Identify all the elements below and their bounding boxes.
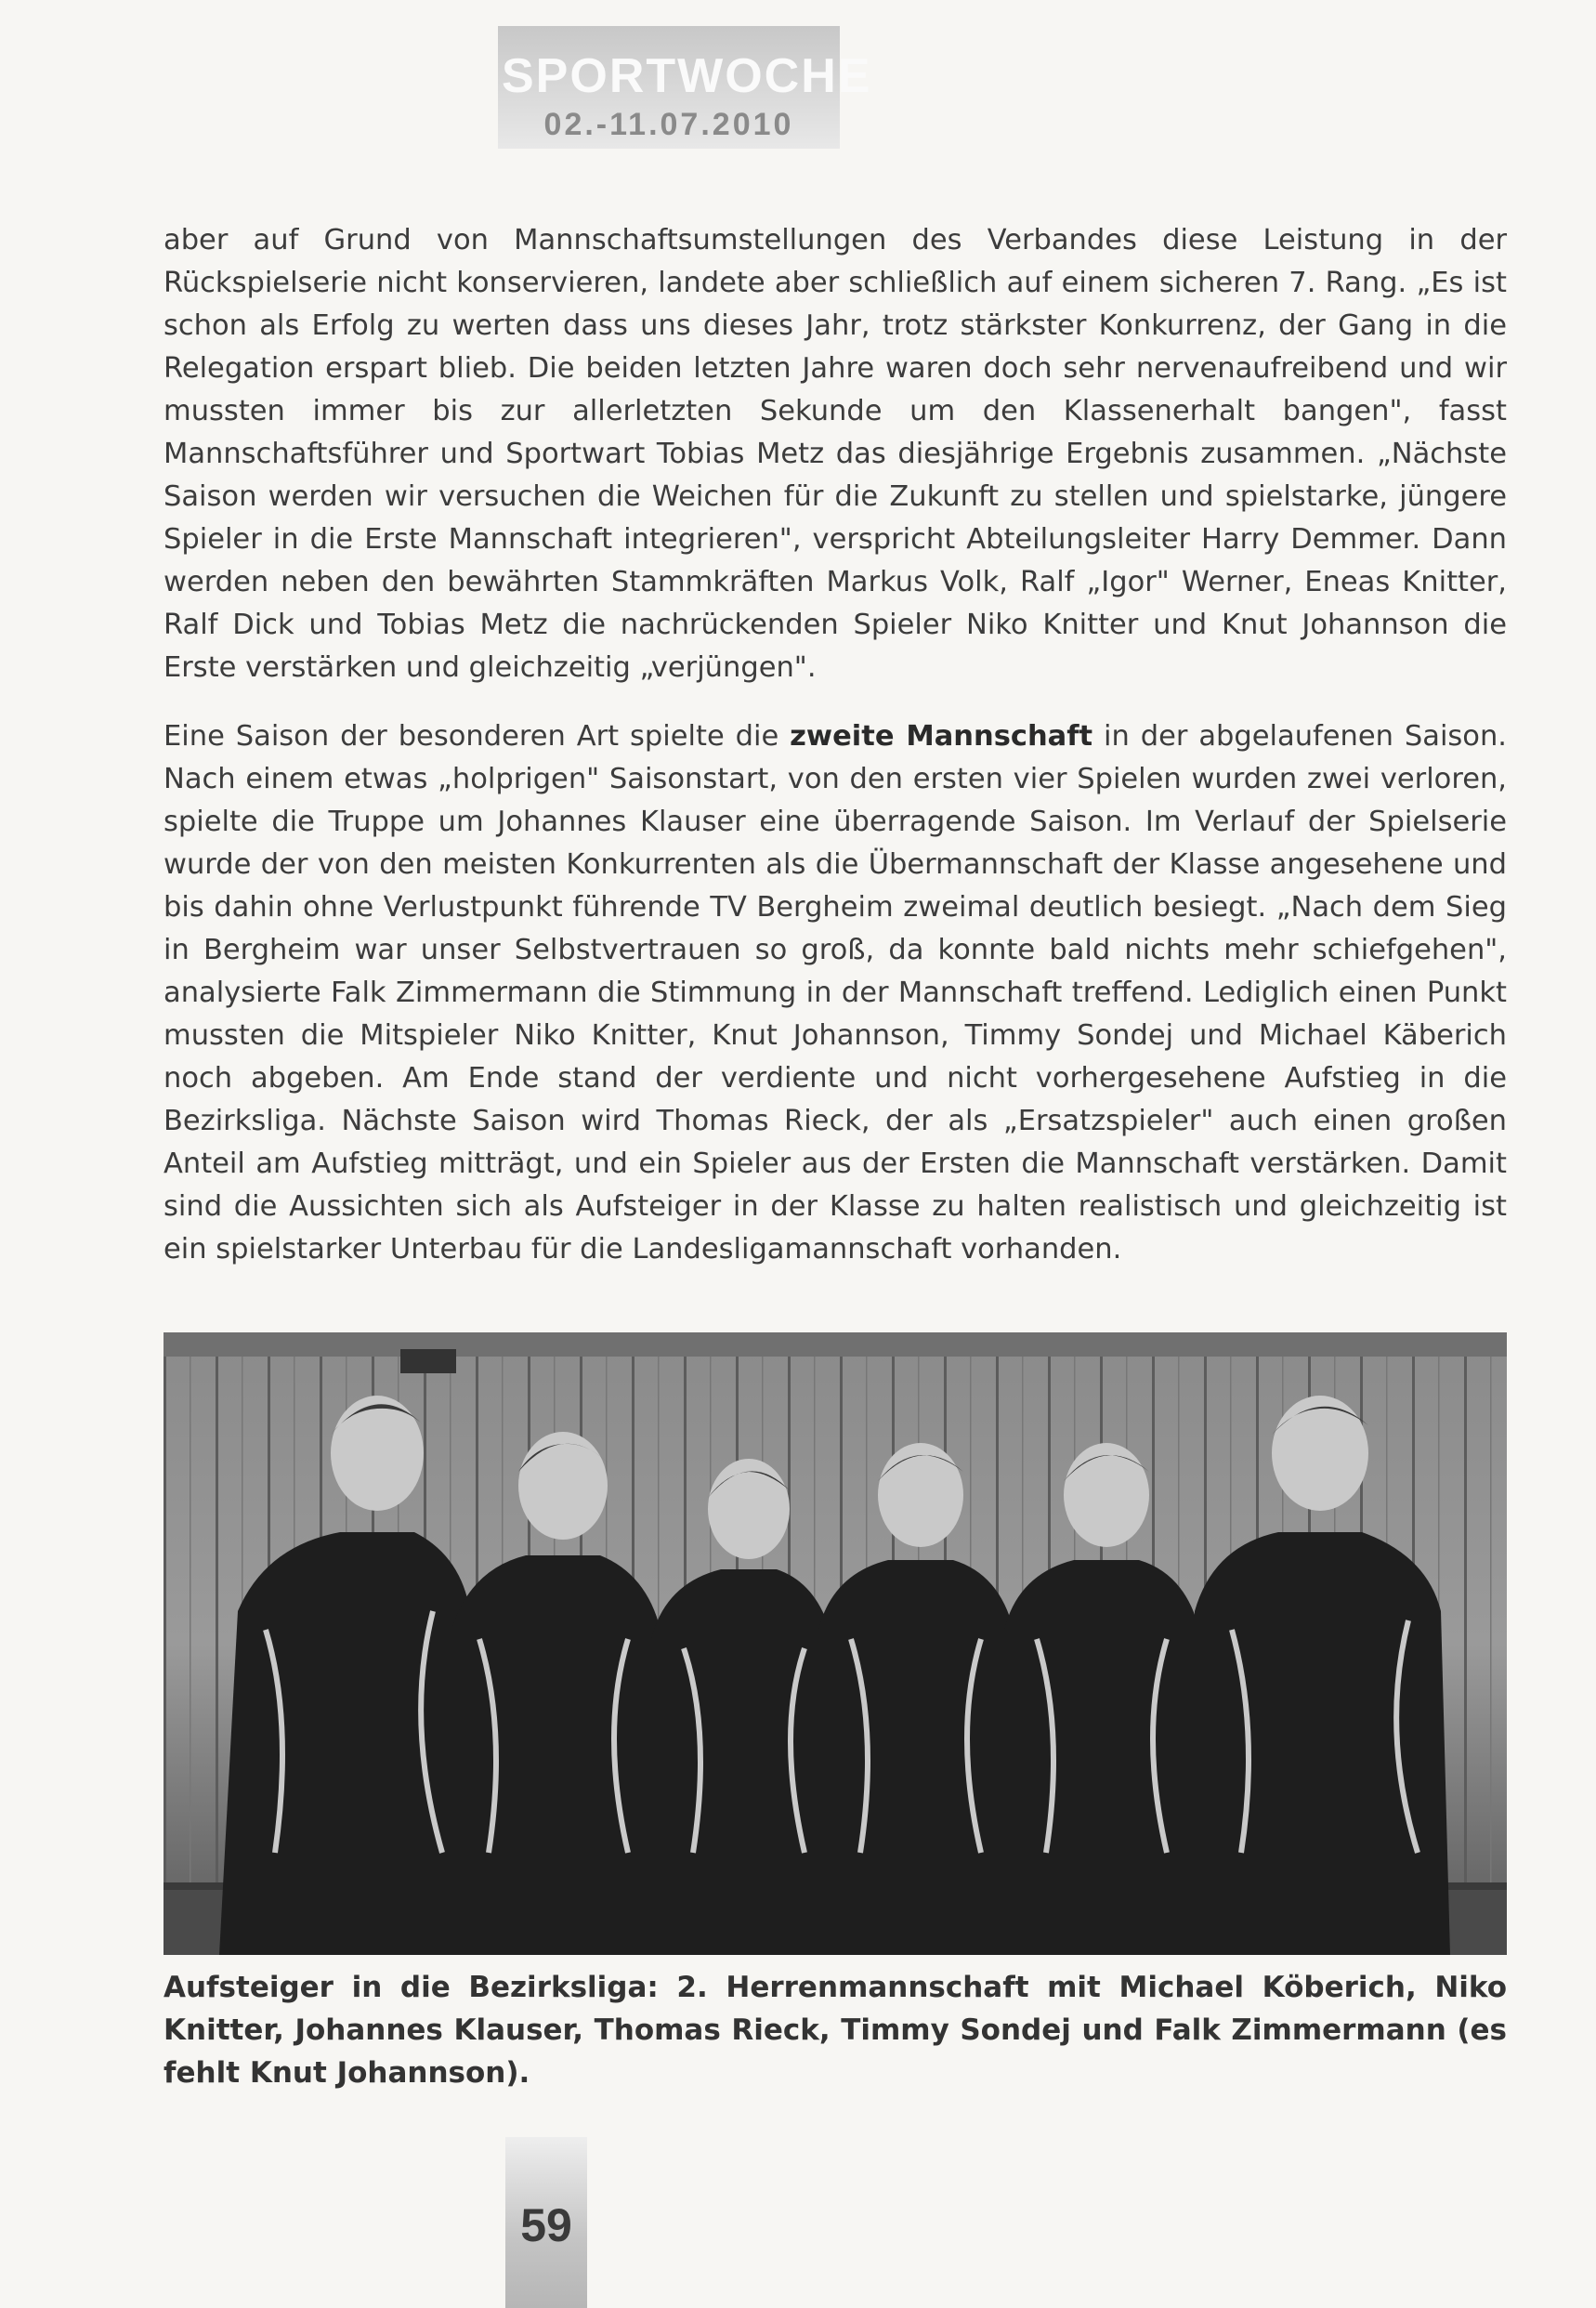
header-title: SPORTWOCHE xyxy=(502,49,872,103)
photo-caption: Aufsteiger in die Bezirksliga: 2. Herrenmannschaft mit Michael Köberich, Niko Knitter, Johannes Klauser, Thomas Rieck, Timmy Sondej und Falk Zimmermann (es fehlt Knut Johannson). xyxy=(164,1971,1507,2090)
header-date: 02.-11.07.2010 xyxy=(543,107,794,142)
paragraph-2 xyxy=(164,715,1507,1271)
paragraph-2-highlight: zweite Mannschaft xyxy=(790,720,1093,753)
paragraph-2-body: in der abgelaufenen Saison. Nach einem etwas „holprigen" Saisonstart, von den ersten vier Spielen wurden zwei verloren, spielte die Truppe um Johannes Klauser eine überragende Saison. Im Verlauf der Spielserie wurde der von den meisten Konkurrenten als die Übermannschaft der Klasse angesehene und bis dahin ohne Verlustpunkt führende TV Bergheim zweimal deutlich besiegt. „Nach dem Sieg in Bergheim war unser Selbstvertrauen so groß, da konnte bald nichts mehr schiefgehen", analysierte Falk Zimmermann die Stimmung in der Mannschaft treffend. Lediglich einen Punkt mussten die Mitspieler Niko Knitter, Knut Johannson, Timmy Sondej und Michael Käberich noch abgeben. Am Ende stand der verdiente und nicht vorhergesehene Aufstieg in die Bezirksliga. Nächste Saison wird Thomas Rieck, der als „Ersatzspieler" auch einen großen Anteil am Aufstieg mitträgt, und ein Spieler aus der Ersten die Mannschaft verstärken. Damit sind die Aussichten sich als Aufsteiger in der Klasse zu halten realistisch und gleichzeitig ist ein spielstarker Unterbau für die Landesligamannschaft vorhanden. xyxy=(164,720,1507,1265)
paragraph-2-intro: Eine Saison der besonderen Art spielte die xyxy=(164,720,791,753)
team-photo xyxy=(164,1332,1507,1955)
paragraph-1: aber auf Grund von Mannschaftsumstellungen des Verbandes diese Leistung in der Rückspielserie nicht konservieren, landete aber schließlich auf einem sicheren 7. Rang. „Es ist schon als Erfolg zu werten dass uns dieses Jahr, trotz stärkster Konkurrenz, der Gang in die Relegation erspart blieb. Die beiden letzten Jahre waren doch sehr nervenaufreibend und wir mussten immer bis zur allerletzten Sekunde um den Klassenerhalt bangen", fasst Mannschaftsführer und Sportwart Tobias Metz das diesjährige Ergebnis zusammen. „Nächste Saison werden wir versuchen die Weichen für die Zukunft zu stellen und spielstarke, jüngere Spieler in die Erste Mannschaft integrieren", verspricht Abteilungsleiter Harry Demmer. Dann werden neben den bewährten Stammkräften Markus Volk, Ralf „Igor" Werner, Eneas Knitter, Ralf Dick und Tobias Metz die nachrückenden Spieler Niko Knitter und Knut Johannson die Erste verstärken und gleichzeitig „verjüngen". xyxy=(164,224,1507,684)
page-number: 59 xyxy=(520,2199,572,2251)
